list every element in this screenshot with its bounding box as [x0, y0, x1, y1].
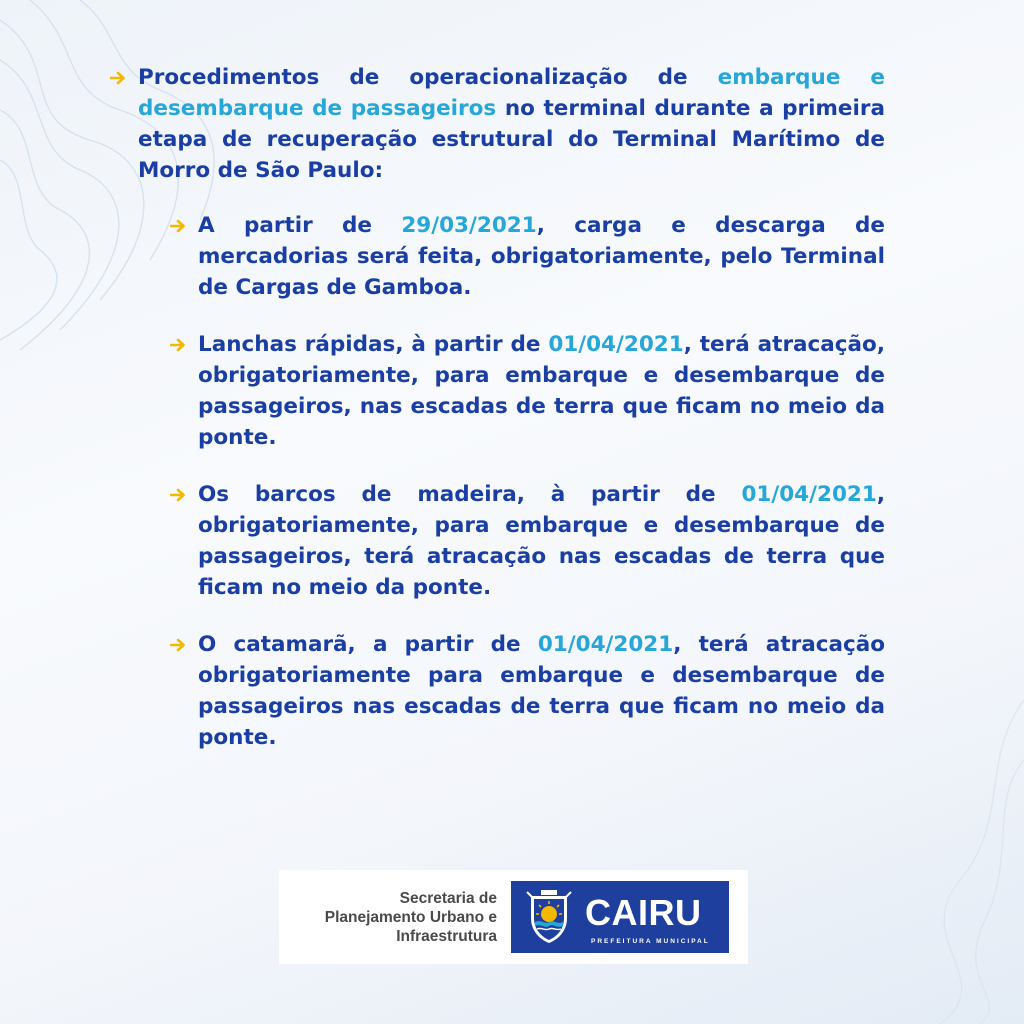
secretaria-logo-text [279, 889, 511, 946]
heading-text-part1: Procedimentos de operacionalização de [138, 65, 718, 90]
secretaria-line: Infraestrutura [396, 927, 497, 945]
list-item-text [198, 629, 885, 753]
item-date: 29/03/2021 [401, 213, 537, 238]
arrow-right-icon [170, 338, 188, 352]
cairu-crest-icon [521, 888, 577, 946]
main-notice-item [110, 62, 885, 186]
item-date: 01/04/2021 [741, 482, 877, 507]
item-date: 01/04/2021 [537, 632, 674, 657]
item-text-after: , terá atracação obrigatoriamente para embarque e desembarque de passageiros nas escadas de terra que ficam no meio da ponte. [198, 632, 885, 750]
item-date: 01/04/2021 [548, 332, 684, 357]
item-text-before: O catamarã, a partir de [198, 632, 538, 657]
heading-highlight: embarque e desembarque de passageiros [138, 65, 885, 121]
item-text-before: Os barcos de madeira, à partir de [198, 482, 742, 507]
notice-heading [138, 62, 885, 186]
list-item [168, 329, 885, 453]
list-item [168, 210, 885, 303]
item-text-before: Lanchas rápidas, à partir de [198, 332, 549, 357]
arrow-right-icon [170, 219, 188, 233]
list-item-text [198, 210, 885, 303]
arrow-right-icon [110, 71, 128, 85]
arrow-right-icon [170, 638, 188, 652]
item-text-after: , terá atracação, obrigatoriamente, para embarque e desembarque de passageiros, nas escadas de terra que ficam no meio da ponte. [198, 332, 885, 450]
footer-logos [279, 870, 748, 964]
list-item [168, 629, 885, 753]
brand-name: CAIRU [585, 892, 702, 933]
secretaria-line: Secretaria de [399, 889, 497, 907]
list-item [168, 479, 885, 603]
secretaria-line: Planejamento Urbano e [324, 908, 497, 926]
procedure-list [110, 210, 885, 753]
item-text-after: , obrigatoriamente, para embarque e desembarque de passageiros, terá atracação nas escadas de terra que ficam no meio da ponte. [198, 482, 885, 600]
heading-text-part2: no terminal durante a primeira etapa de recuperação estrutural do Terminal Marítimo de Morro de São Paulo: [138, 96, 885, 183]
brand-subtitle: PREFEITURA MUNICIPAL [591, 938, 710, 945]
cairu-logo [511, 881, 729, 953]
item-text-before: A partir de [198, 213, 402, 238]
list-item-text [198, 329, 885, 453]
item-text-after: , carga e descarga de mercadorias será feita, obrigatoriamente, pelo Terminal de Cargas de Gamboa. [198, 213, 885, 300]
list-item-text [198, 479, 885, 603]
notice-content [110, 62, 885, 779]
arrow-right-icon [170, 488, 188, 502]
